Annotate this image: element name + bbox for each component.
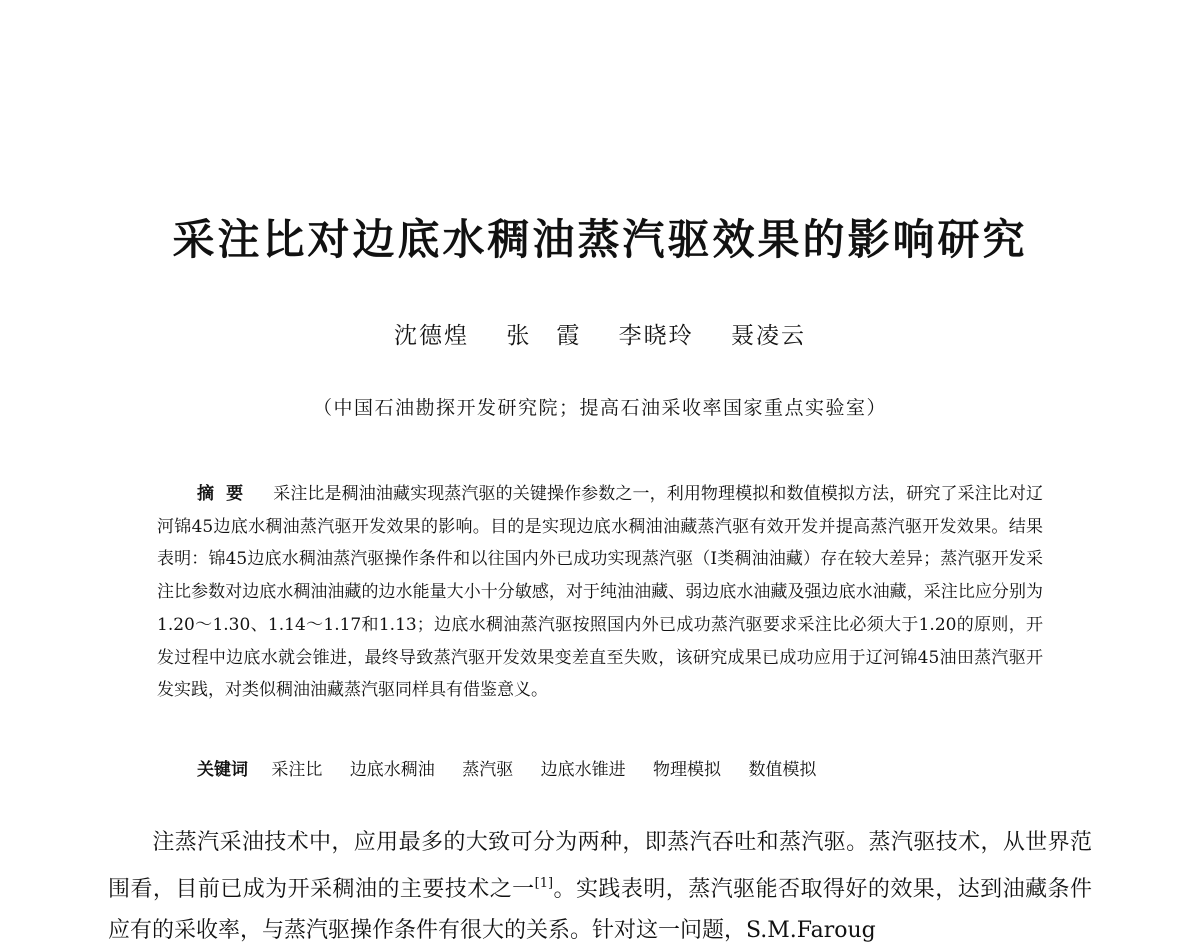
body-paragraph [108, 822, 1092, 951]
author-name: 李晓玲 [618, 323, 694, 349]
author-name: 聂凌云 [730, 323, 806, 349]
abstract-label: 摘要 [197, 484, 256, 504]
keyword: 边底水稠油 [349, 760, 435, 780]
keyword: 蒸汽驱 [462, 760, 514, 780]
keywords [197, 754, 1043, 786]
author-name: 沈德煌 [394, 323, 470, 349]
affiliation: （中国石油勘探开发研究院；提高石油采收率国家重点实验室） [312, 397, 887, 419]
body-text-part1: 注蒸汽采油技术中，应用最多的大致可分为两种，即蒸汽吞吐和蒸汽驱。蒸汽驱技术，从世界范围看，目前已成为开采稠油的主要技术之一 [108, 830, 1092, 902]
keyword: 采注比 [271, 760, 323, 780]
abstract-text: 采注比是稠油油藏实现蒸汽驱的关键操作参数之一，利用物理模拟和数值模拟方法，研究了采注比对辽河锦45边底水稠油蒸汽驱开发效果的影响。目的是实现边底水稠油油藏蒸汽驱有效开发并提高蒸汽驱开发效果。结果表明：锦45边底水稠油蒸汽驱操作条件和以往国内外已成功实现蒸汽驱（Ⅰ类稠油油藏）存在较大差异；蒸汽驱开发采注比参数对边底水稠油油藏的边水能量大小十分敏感，对于纯油油藏、弱边底水油藏及强边底水油藏，采注比应分别为1.20～1.30、1.14～1.17和1.13；边底水稠油蒸汽驱按照国内外已成功蒸汽驱要求采注比必须大于1.20的原则，开发过程中边底水就会锥进，最终导致蒸汽驱开发效果变差直至失败，该研究成果已成功应用于辽河锦45油田蒸汽驱开发实践，对类似稠油油藏蒸汽驱同样具有借鉴意义。 [157, 484, 1043, 701]
abstract [157, 478, 1043, 707]
author-name: 张 霞 [506, 323, 582, 349]
keyword: 物理模拟 [653, 760, 722, 780]
citation-ref: [1] [534, 876, 554, 891]
body-text-part2: 。实践表明，蒸汽驱能否取得好的效果，达到油藏条件应有的采收率，与蒸汽驱操作条件有很大的关系。针对这一问题，S.M.Faroug [108, 877, 1092, 943]
paper-title: 采注比对边底水稠油蒸汽驱效果的影响研究 [172, 215, 1028, 264]
keyword: 边底水锥进 [540, 760, 626, 780]
author-list [0, 320, 1200, 352]
keyword: 数值模拟 [748, 760, 817, 780]
keywords-label: 关键词 [197, 760, 248, 780]
